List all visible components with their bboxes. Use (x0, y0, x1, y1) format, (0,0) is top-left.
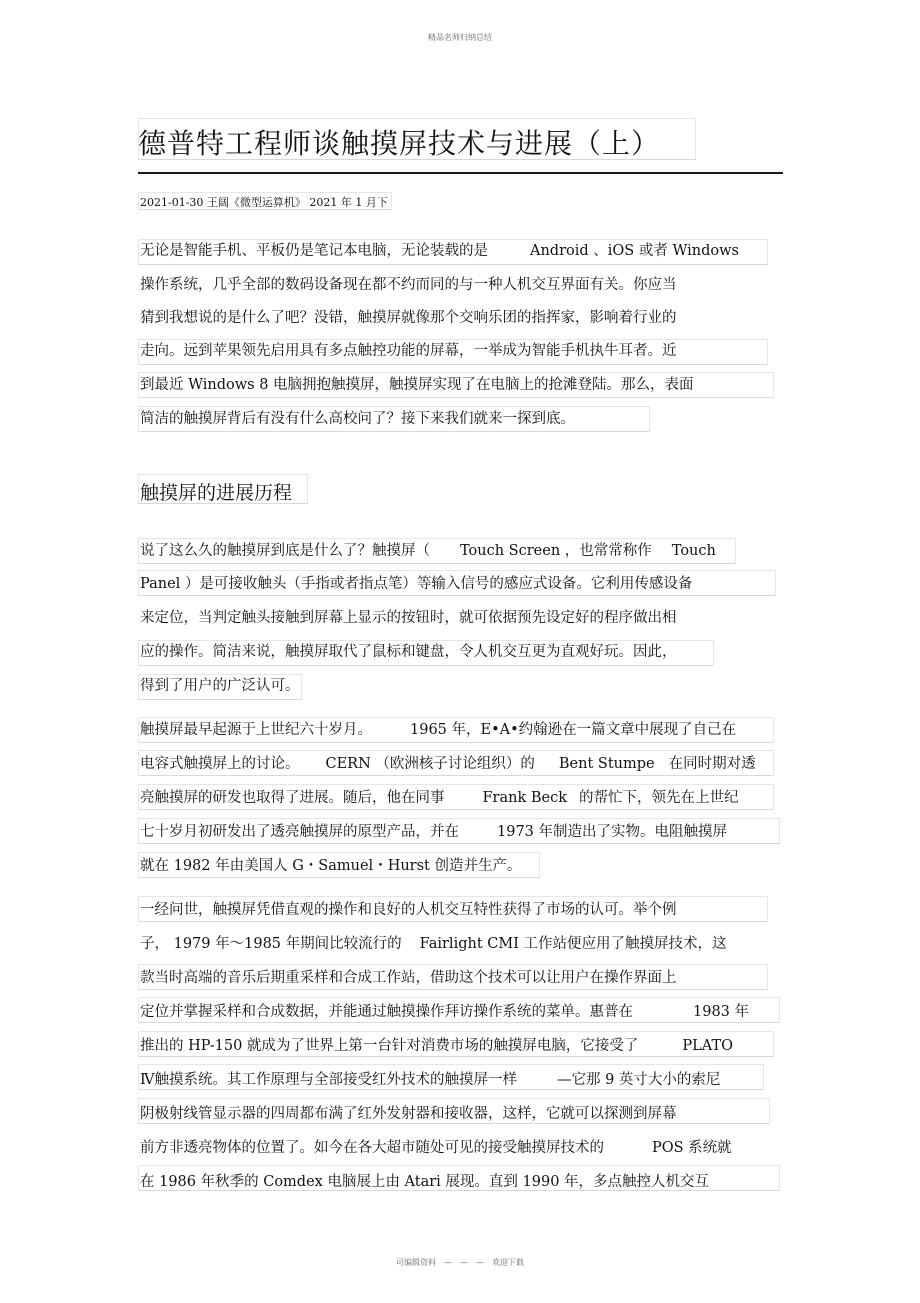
text-segment: —它那 9 英寸大小的索尼 (556, 1072, 721, 1088)
paragraph-line (140, 275, 677, 295)
text-segment: Panel ）是可接收触头（手指或者指点笔）等输入信号的感应式设备。它利用传感设备 (140, 576, 693, 592)
paragraph-line (140, 608, 677, 628)
section-heading: 触摸屏的进展历程 (140, 482, 293, 504)
text-segment: Touch (671, 543, 716, 559)
paragraph-line (140, 642, 677, 662)
text-segment: 1983 年 (693, 1004, 750, 1020)
text-segment: 一经问世，触摸屏凭借直观的操作和良好的人机交互特性获得了市场的认可。举个例 (140, 902, 677, 918)
article-meta: 2021-01-30 王阔《微型运算机》 2021 年 1 月下 (140, 196, 388, 209)
text-segment: 七十岁月初研发出了透亮触摸屏的原型产品，并在 (140, 824, 459, 840)
text-segment: Bent Stumpe (558, 756, 655, 772)
text-segment: 款当时高端的音乐后期重采样和合成工作站，借助这个技术可以让用户在操作界面上 (140, 970, 677, 986)
text-segment: Ⅳ触摸系统。其工作原理与全部接受红外技术的触摸屏一样 (140, 1072, 517, 1088)
text-segment: CERN （欧洲核子讨论组织）的 (325, 756, 535, 772)
text-segment: 1965 年，E•A•约翰逊在一篇文章中展现了自己在 (410, 722, 737, 738)
text-segment: 推出的 HP-150 就成为了世界上第一台针对消费市场的触摸屏电脑，它接受了 (140, 1038, 639, 1054)
paragraph-line (140, 375, 694, 395)
text-segment: Touch Screen ，也常常称作 (460, 543, 652, 559)
text-segment: 在 1986 年秋季的 Comdex 电脑展上由 Atari 展现。直到 1990 年，多点触控人机交互 (140, 1174, 710, 1190)
paragraph-line (140, 1172, 709, 1192)
text-segment: 触摸屏最早起源于上世纪六十岁月。 (140, 722, 372, 738)
paragraph-line (140, 341, 677, 361)
text-segment: Android 、iOS 或者 Windows (530, 243, 739, 259)
page-footer: 可编辑资料 — — — 欢迎下载 (396, 1258, 524, 1267)
text-segment: 操作系统，几乎全部的数码设备现在都不约而同的与一种人机交互界面有关。你应当 (140, 277, 677, 293)
paragraph-line (140, 541, 716, 561)
text-segment: 亮触摸屏的研发也取得了进展。随后，他在同事 (140, 790, 445, 806)
paragraph-line (140, 934, 727, 954)
paragraph-line (140, 720, 736, 740)
text-segment: 到最近 Windows 8 电脑拥抱触摸屏，触摸屏实现了在电脑上的抢滩登陆。那么，表面 (140, 377, 694, 393)
text-segment: 前方非透亮物体的位置了。如今在各大超市随处可见的接受触摸屏技术的 (140, 1140, 604, 1156)
paragraph-line (140, 856, 522, 876)
text-segment: 就在 1982 年由美国人 G・Samuel・Hurst 创造并生产。 (140, 858, 522, 874)
paragraph-line (140, 1070, 720, 1090)
paragraph-line (140, 308, 677, 328)
paragraph-line (140, 1138, 732, 1158)
page-header: 精品名师归纳总结 (428, 33, 492, 42)
text-segment: 电容式触摸屏上的讨论。 (140, 756, 300, 772)
text-segment: 说了这么久的触摸屏到底是什么了？触摸屏（ (140, 543, 430, 559)
text-segment: 子， 1979 年～1985 年期间比较流行的 (140, 936, 402, 952)
text-segment: 得到了用户的广泛认可。 (140, 678, 300, 694)
text-segment: POS 系统就 (652, 1140, 732, 1156)
text-segment: 简洁的触摸屏背后有没有什么高校问了？接下来我们就来一探到底。 (140, 411, 575, 427)
paragraph-line (140, 1002, 749, 1022)
article-title: 德普特工程师谈触摸屏技术与进展（上） (138, 127, 661, 160)
text-segment: 1973 年制造出了实物。电阻触摸屏 (497, 824, 728, 840)
title-rule (138, 172, 783, 174)
paragraph-line (140, 409, 575, 429)
text-segment: 在同时期对透 (668, 756, 756, 772)
text-segment: 阴极射线管显示器的四周都布满了红外发射器和接收器，这样，它就可以探测到屏幕 (140, 1106, 677, 1122)
text-segment: 来定位，当判定触头接触到屏幕上显示的按钮时，就可依据预先设定好的程序做出相 (140, 610, 677, 626)
text-segment: 无论是智能手机、平板仍是笔记本电脑，无论装载的是 (140, 243, 488, 259)
text-segment: Fairlight CMI 工作站便应用了触摸屏技术，这 (419, 936, 727, 952)
paragraph-line (140, 241, 739, 261)
text-segment: PLATO (682, 1038, 734, 1054)
text-segment: 猜到我想说的是什么了吧？没错，触摸屏就像那个交响乐团的指挥家，影响着行业的 (140, 310, 677, 326)
paragraph-line (140, 822, 727, 842)
paragraph-line (140, 754, 756, 774)
text-segment: 定位并掌握采样和合成数据，并能通过触摸操作拜访操作系统的菜单。惠普在 (140, 1004, 633, 1020)
paragraph-line (140, 574, 692, 594)
paragraph-line (140, 900, 677, 920)
paragraph-line (140, 1036, 733, 1056)
paragraph-line (140, 676, 300, 696)
paragraph-line (140, 968, 677, 988)
paragraph-line (140, 788, 739, 808)
text-segment: 应的操作。简洁来说，触摸屏取代了鼠标和键盘，令人机交互更为直观好玩。因此， (140, 644, 677, 660)
text-segment: 的帮忙下，领先在上世纪 (579, 790, 739, 806)
text-segment: Frank Beck (482, 790, 568, 806)
paragraph-line (140, 1104, 677, 1124)
text-segment: 走向。远到苹果领先启用具有多点触控功能的屏幕，一举成为智能手机执牛耳者。近 (140, 343, 677, 359)
